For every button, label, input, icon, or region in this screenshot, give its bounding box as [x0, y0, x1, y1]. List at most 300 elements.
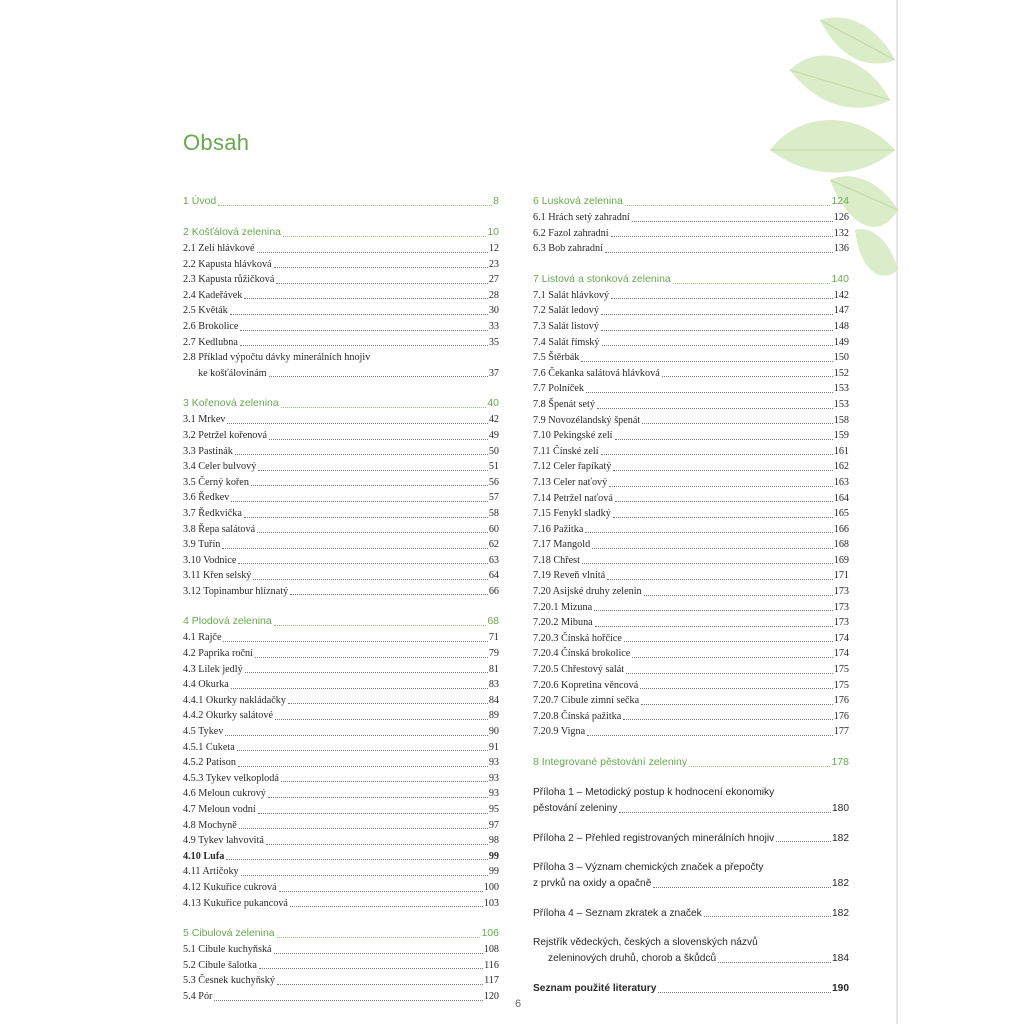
- dot-leader: [218, 205, 492, 206]
- toc-entry: [533, 678, 849, 694]
- toc-page-number: 171: [833, 570, 849, 582]
- toc-entry: [533, 568, 849, 584]
- toc-entry-label: 2.7 Kedlubna: [183, 336, 238, 348]
- dot-leader: [258, 470, 488, 471]
- toc-page-number: 117: [484, 975, 499, 987]
- dot-leader: [613, 517, 833, 518]
- toc-page-number: 93: [488, 772, 499, 784]
- toc-entry-label: pěstování zeleniny: [533, 803, 618, 814]
- toc-spacer: [183, 210, 499, 224]
- toc-page-number: 108: [483, 944, 499, 956]
- toc-entry-label: 6 Lusková zelenina: [533, 195, 623, 207]
- toc-page-number: 57: [488, 492, 499, 504]
- toc-entry: [183, 896, 499, 912]
- toc-page-number: 148: [833, 320, 849, 332]
- toc-entry: [533, 631, 849, 647]
- toc-appendix-entry: [533, 981, 849, 997]
- toc-page-number: 50: [488, 445, 499, 457]
- page-number: 6: [515, 998, 522, 1010]
- toc-entry: [533, 584, 849, 600]
- toc-entry-label: 2.4 Kadeřávek: [183, 289, 243, 301]
- toc-entry: [533, 366, 849, 382]
- dot-leader: [623, 719, 832, 720]
- toc-page-number: 177: [833, 726, 849, 738]
- toc-entry-label: 7.14 Petržel naťová: [533, 492, 613, 504]
- toc-entry: [183, 475, 499, 491]
- dot-leader: [244, 298, 487, 299]
- toc-page-number: 182: [832, 907, 849, 919]
- toc-entry: [183, 412, 499, 428]
- toc-entry-label: 7.1 Salát hlávkový: [533, 289, 610, 301]
- toc-page-number: 173: [833, 586, 849, 598]
- toc-page-number: 173: [833, 601, 849, 613]
- dot-leader: [222, 548, 487, 549]
- toc-entry: [533, 413, 849, 429]
- toc-page-number: 132: [833, 227, 849, 239]
- toc-page-number: 91: [488, 741, 499, 753]
- toc-page-number: 81: [488, 663, 499, 675]
- toc-entry-label: 7.20.4 Čínská brokolice: [533, 648, 631, 660]
- toc-entry-label: 7.13 Celer naťový: [533, 476, 608, 488]
- toc-page-number: 165: [833, 508, 849, 520]
- toc-page-number: 182: [832, 878, 849, 890]
- toc-entry: [183, 568, 499, 584]
- toc-page-number: 164: [833, 492, 849, 504]
- dot-leader: [283, 236, 486, 237]
- toc-entry-label: 7.20.7 Cibule zimní sečka: [533, 695, 640, 707]
- dot-leader: [274, 625, 487, 626]
- dot-leader: [281, 407, 487, 408]
- toc-entry-label: 7.17 Mangold: [533, 539, 591, 551]
- toc-entry: [533, 491, 849, 507]
- toc-page-number: 161: [833, 445, 849, 457]
- dot-leader: [613, 470, 832, 471]
- toc-entry: [533, 906, 849, 922]
- dot-leader: [259, 968, 483, 969]
- toc-entry-label: 4.11 Artičoky: [183, 866, 239, 878]
- toc-page-number: 153: [833, 383, 849, 395]
- toc-entry-label: 6.2 Fazol zahradní: [533, 227, 609, 239]
- toc-entry: [183, 786, 499, 802]
- toc-page-number: 68: [487, 615, 499, 628]
- toc-page-number: 12: [488, 243, 499, 254]
- dot-leader: [225, 735, 487, 736]
- toc-appendix-entry: [533, 860, 849, 892]
- toc-page-number: 124: [831, 195, 849, 207]
- toc-page-number: 42: [488, 414, 499, 426]
- toc-entry: [533, 444, 849, 460]
- toc-page-number: 136: [833, 243, 849, 255]
- toc-entry-label: 2.2 Kapusta hlávková: [183, 258, 272, 270]
- toc-entry: [533, 506, 849, 522]
- dot-leader: [290, 906, 483, 907]
- dot-leader: [290, 594, 488, 595]
- dot-leader: [274, 267, 488, 268]
- toc-entry: [183, 755, 499, 771]
- dot-leader: [615, 439, 833, 440]
- toc-entry-label: 4.4.2 Okurky salátové: [183, 710, 273, 722]
- toc-entry-label: 7.20.3 Čínská hořčice: [533, 632, 622, 644]
- dot-leader: [601, 330, 833, 331]
- toc-page-number: 174: [833, 632, 849, 644]
- toc-entry: [183, 662, 499, 678]
- toc-entry: [183, 677, 499, 693]
- toc-entry: [533, 522, 849, 538]
- toc-entry: [533, 537, 849, 553]
- toc-entry: [183, 864, 499, 880]
- toc-page-number: 150: [833, 352, 849, 364]
- toc-page-number: 63: [488, 554, 499, 566]
- toc-page-number: 66: [488, 585, 499, 597]
- dot-leader: [611, 236, 833, 237]
- toc-entry: [533, 724, 849, 740]
- toc-page-number: 159: [833, 430, 849, 442]
- toc-entry: [183, 257, 499, 273]
- toc-entry-label: 3.11 Křen selský: [183, 570, 252, 582]
- toc-entry: [183, 880, 499, 896]
- dot-leader: [238, 563, 487, 564]
- toc-page-number: 175: [833, 679, 849, 691]
- toc-page-number: 83: [488, 679, 499, 691]
- toc-entry-label: 2.5 Květák: [183, 305, 228, 317]
- toc-chapter-entry: [183, 224, 499, 241]
- toc-entry-label: 7.20.6 Kopretina věncová: [533, 679, 639, 691]
- toc-page-number: 28: [488, 289, 499, 301]
- dot-leader: [601, 314, 833, 315]
- dot-leader: [615, 501, 833, 502]
- toc-entry: [183, 272, 499, 288]
- toc-entry-label: 4.4.1 Okurky nakládačky: [183, 694, 286, 706]
- toc-entry-label: 7.16 Pažitka: [533, 523, 584, 535]
- toc-entry-label: 2.1 Zelí hlávkové: [183, 243, 255, 254]
- dot-leader: [673, 283, 831, 284]
- toc-entry-label: 3 Kořenová zelenina: [183, 397, 279, 410]
- dot-leader: [653, 887, 831, 888]
- toc-entry-line: 2.8 Příklad výpočtu dávky minerálních hnojiv: [183, 352, 371, 364]
- toc-chapter-entry: [183, 925, 499, 942]
- toc-entry: [533, 709, 849, 725]
- dot-leader: [237, 750, 488, 751]
- toc-entry: [533, 615, 849, 631]
- toc-entry-label: 4.13 Kukuřice pukancová: [183, 897, 288, 909]
- toc-entry-line: Příloha 1 – Metodický postup k hodnocení ekonomiky: [533, 787, 775, 798]
- dot-leader: [611, 298, 833, 299]
- toc-entry-label: 4.9 Tykev lahvovitá: [183, 835, 264, 847]
- toc-entry-label: 7.12 Celer řapíkatý: [533, 461, 612, 473]
- toc-entry: [533, 459, 849, 475]
- toc-entry: [533, 600, 849, 616]
- toc-entry-label: 7.6 Čekanka salátová hlávková: [533, 367, 660, 379]
- dot-leader: [281, 781, 488, 782]
- toc-page-number: 89: [488, 710, 499, 722]
- toc-entry: [183, 444, 499, 460]
- toc-entry: [183, 584, 499, 600]
- toc-page-number: 30: [488, 305, 499, 317]
- toc-page-number: 49: [488, 429, 499, 441]
- toc-entry-label: 7.20.8 Čínská pažitka: [533, 710, 622, 722]
- dot-leader: [238, 766, 488, 767]
- toc-entry: [183, 849, 499, 865]
- toc-entry-label: 4.3 Lilek jedlý: [183, 663, 243, 675]
- dot-leader: [718, 962, 831, 963]
- toc-entry-label: 4.4 Okurka: [183, 679, 229, 691]
- toc-entry: [183, 833, 499, 849]
- toc-entry: [533, 951, 849, 967]
- dot-leader: [609, 486, 832, 487]
- toc-right-column: [533, 193, 849, 997]
- toc-spacer: [533, 771, 849, 785]
- dot-leader: [245, 672, 488, 673]
- dot-leader: [776, 841, 831, 842]
- toc-page-number: 158: [833, 414, 849, 426]
- toc-entry-label: 7 Listová a stonková zelenina: [533, 272, 671, 285]
- toc-spacer: [533, 892, 849, 906]
- toc-entry: [533, 210, 849, 226]
- toc-entry-label: 7.20.9 Vigna: [533, 726, 586, 738]
- dot-leader: [235, 454, 488, 455]
- dot-leader: [602, 345, 833, 346]
- toc-page-number: 168: [833, 539, 849, 551]
- toc-entry: [533, 428, 849, 444]
- toc-entry: [183, 241, 499, 257]
- toc-entry-label: 7.15 Fenykl sladký: [533, 508, 611, 520]
- toc-entry-label: 7.2 Salát ledový: [533, 305, 599, 317]
- dot-leader: [279, 891, 483, 892]
- toc-entry-label: 7.20.2 Mibuna: [533, 617, 593, 629]
- toc-chapter-entry: [533, 271, 849, 288]
- toc-entry-label: 2 Košťálová zelenina: [183, 226, 281, 238]
- toc-entry-label: 7.20.5 Chřestový salát: [533, 664, 625, 676]
- toc-page-number: 62: [488, 539, 499, 551]
- dot-leader: [587, 735, 833, 736]
- toc-entry-label: 7.11 Čínské zelí: [533, 445, 599, 457]
- toc-entry: [533, 397, 849, 413]
- dot-leader: [605, 252, 833, 253]
- toc-entry: [533, 303, 849, 319]
- toc-entry-label: 2.6 Brokolice: [183, 320, 239, 332]
- toc-entry: [183, 708, 499, 724]
- toc-entry-label: 3.7 Ředkvička: [183, 507, 242, 519]
- toc-entry: [533, 288, 849, 304]
- toc-page-number: 51: [488, 461, 499, 473]
- dot-leader: [269, 376, 488, 377]
- toc-entry-label: 7.7 Polníček: [533, 383, 584, 395]
- toc-entry-label: 2.3 Kapusta růžičková: [183, 274, 275, 286]
- toc-page-number: 182: [832, 832, 849, 844]
- toc-page-number: 35: [488, 336, 499, 348]
- toc-page-number: 56: [488, 476, 499, 488]
- toc-entry: [183, 459, 499, 475]
- toc-entry-label: 5.4 Pór: [183, 990, 213, 1002]
- dot-leader: [251, 485, 488, 486]
- toc-page-number: 149: [833, 336, 849, 348]
- toc-entry-label: 3.5 Černý kořen: [183, 476, 249, 488]
- toc-entry: [183, 506, 499, 522]
- toc-entry: [183, 537, 499, 553]
- toc-page-number: 33: [488, 320, 499, 332]
- toc-page-number: 97: [488, 819, 499, 831]
- dot-leader: [607, 579, 833, 580]
- toc-page-number: 176: [833, 695, 849, 707]
- toc-entry: [533, 335, 849, 351]
- toc-chapter-entry: [533, 754, 849, 771]
- toc-entry-label: 7.19 Reveň vlnitá: [533, 570, 606, 582]
- dot-leader: [619, 812, 831, 813]
- toc-entry-label: 3.2 Petržel kořenová: [183, 429, 268, 441]
- toc-page-number: 184: [832, 953, 849, 965]
- dot-leader: [585, 532, 832, 533]
- dot-leader: [592, 548, 833, 549]
- toc-page-number: 173: [833, 617, 849, 629]
- toc-page-number: 106: [481, 927, 499, 940]
- toc-entry-label: z prvků na oxidy a opačně: [533, 878, 652, 890]
- toc-entry: [533, 981, 849, 997]
- toc-page-number: 84: [488, 694, 499, 706]
- toc-page-number: 71: [488, 632, 499, 644]
- toc-entry-label: 7.20 Asijské druhy zelenin: [533, 586, 642, 598]
- toc-entry-label: 5.2 Cibule šalotka: [183, 959, 257, 971]
- toc-entry: [183, 490, 499, 506]
- dot-leader: [258, 813, 488, 814]
- toc-entry: [183, 989, 499, 1005]
- dot-leader: [586, 392, 833, 393]
- toc-page-number: 169: [833, 554, 849, 566]
- toc-entry-label: 1 Úvod: [183, 195, 217, 207]
- dot-leader: [223, 641, 487, 642]
- dot-leader: [214, 1000, 482, 1001]
- toc-entry-label: 3.12 Topinambur hlíznatý: [183, 585, 289, 597]
- toc-entry: [533, 475, 849, 491]
- toc-page-number: 190: [832, 982, 849, 994]
- toc-page-number: 99: [488, 866, 499, 878]
- toc-page-number: 79: [488, 648, 499, 660]
- toc-entry: [183, 288, 499, 304]
- toc-page-number: 180: [832, 803, 849, 814]
- dot-leader: [275, 719, 488, 720]
- toc-entry-label: 7.4 Salát římský: [533, 336, 600, 348]
- dot-leader: [231, 688, 488, 689]
- toc-page-number: 140: [831, 272, 849, 285]
- toc-entry-label: 3.3 Pastinák: [183, 445, 233, 457]
- toc-page-number: 27: [488, 274, 499, 286]
- toc-entry-label: 7.3 Salát listový: [533, 320, 599, 332]
- toc-entry-label: 7.10 Pekingské zelí: [533, 430, 613, 442]
- toc-entry-label: 4.5.3 Tykev velkoplodá: [183, 772, 279, 784]
- toc-entry: [533, 226, 849, 242]
- dot-leader: [640, 688, 832, 689]
- toc-page-number: 58: [488, 507, 499, 519]
- toc-entry: [533, 831, 849, 847]
- toc-entry: [183, 693, 499, 709]
- toc-entry: [183, 724, 499, 740]
- toc-entry-label: 5 Cibulová zelenina: [183, 927, 275, 940]
- toc-page-number: 99: [488, 850, 499, 862]
- toc-left-column: [183, 193, 499, 1005]
- toc-page-number: 166: [833, 523, 849, 535]
- dot-leader: [594, 610, 833, 611]
- toc-spacer: [533, 967, 849, 981]
- toc-page-number: 90: [488, 726, 499, 738]
- toc-entry: [183, 335, 499, 351]
- toc-entry: [183, 973, 499, 989]
- toc-entry: [533, 876, 849, 892]
- dot-leader: [632, 221, 833, 222]
- toc-entry-label: zeleninových druhů, chorob a škůdců: [548, 953, 717, 965]
- toc-entry: [183, 630, 499, 646]
- dot-leader: [226, 859, 487, 860]
- toc-page-number: 8: [493, 195, 499, 207]
- toc-entry: [183, 771, 499, 787]
- toc-spacer: [533, 257, 849, 271]
- toc-entry-label: 4.2 Paprika roční: [183, 648, 253, 660]
- dot-leader: [288, 703, 488, 704]
- toc-page-number: 176: [833, 710, 849, 722]
- toc-page-number: 162: [833, 461, 849, 473]
- toc-entry-label: 4.7 Meloun vodní: [183, 804, 256, 815]
- toc-spacer: [183, 911, 499, 925]
- dot-leader: [239, 828, 488, 829]
- toc-entry-label: 7.20.1 Mizuna: [533, 601, 593, 613]
- dot-leader: [274, 953, 483, 954]
- toc-entry-label: 4.6 Meloun cukrový: [183, 788, 266, 800]
- toc-entry: [533, 553, 849, 569]
- toc-page-number: 163: [833, 476, 849, 488]
- dot-leader: [241, 875, 488, 876]
- dot-leader: [276, 283, 487, 284]
- toc-page-number: 23: [488, 258, 499, 270]
- dot-leader: [597, 408, 833, 409]
- toc-page-number: 10: [487, 226, 499, 238]
- toc-page-number: 178: [831, 756, 849, 768]
- toc-appendix-entry: [533, 785, 849, 817]
- dot-leader: [595, 626, 833, 627]
- toc-entry: [183, 818, 499, 834]
- toc-entry: [533, 693, 849, 709]
- toc-page-number: 64: [488, 570, 499, 582]
- toc-entry: [183, 428, 499, 444]
- toc-page-number: 40: [487, 397, 499, 410]
- toc-appendix-entry: [533, 906, 849, 922]
- toc-page-number: 142: [833, 289, 849, 301]
- toc-entry: [183, 958, 499, 974]
- dot-leader: [257, 532, 488, 533]
- toc-entry-label: 4 Plodová zelenina: [183, 615, 272, 628]
- toc-page-number: 120: [483, 990, 499, 1002]
- dot-leader: [581, 361, 832, 362]
- toc-entry-label: 7.5 Štěrbák: [533, 352, 580, 364]
- toc-entry-line: Rejstřík vědeckých, českých a slovenských názvů: [533, 937, 758, 949]
- toc-entry-label: 3.6 Ředkev: [183, 492, 230, 504]
- toc-entry-label: 6.3 Bob zahradní: [533, 243, 603, 255]
- dot-leader: [255, 657, 488, 658]
- dot-leader: [227, 423, 487, 424]
- dot-leader: [644, 595, 833, 596]
- toc-page-number: 116: [484, 959, 499, 971]
- toc-appendix-entry: [533, 831, 849, 847]
- toc-entry-label: 7.8 Špenát setý: [533, 398, 595, 410]
- toc-entry: [183, 553, 499, 569]
- dot-leader: [230, 314, 488, 315]
- toc-entry: [533, 662, 849, 678]
- toc-spacer: [183, 599, 499, 613]
- toc-chapter-entry: [183, 613, 499, 630]
- toc-entry: [183, 740, 499, 756]
- toc-entry-label: Seznam použité literatury: [533, 982, 657, 994]
- dot-leader: [662, 376, 833, 377]
- dot-leader: [257, 252, 488, 253]
- dot-leader: [704, 916, 831, 917]
- toc-entry: [183, 942, 499, 958]
